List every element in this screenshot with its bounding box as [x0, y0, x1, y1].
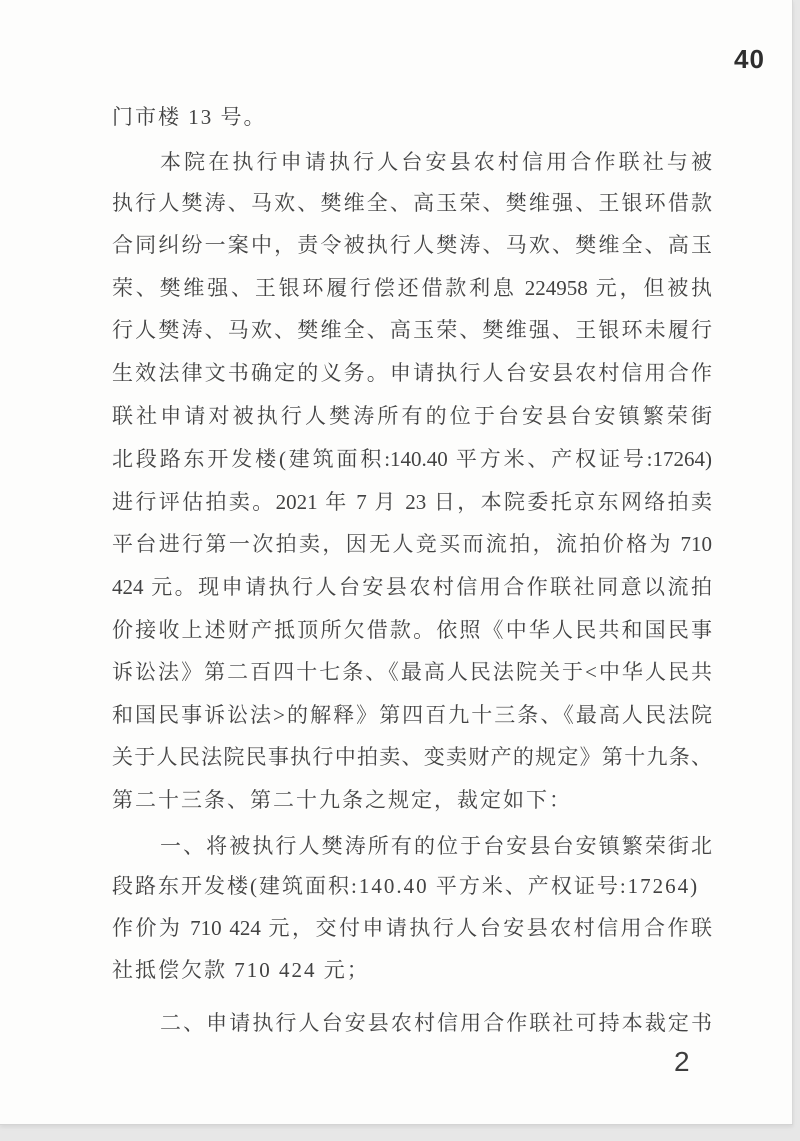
- text-line: 一、将被执行人樊涛所有的位于台安县台安镇繁荣街北: [160, 834, 712, 858]
- text-line: 行人樊涛、马欢、樊维全、高玉荣、樊维强、王银环未履行: [112, 318, 712, 342]
- text-line: 价接收上述财产抵顶所欠借款。依照《中华人民共和国民事: [112, 618, 712, 642]
- text-line: 关于人民法院民事执行中拍卖、变卖财产的规定》第十九条、: [112, 745, 712, 769]
- text-line: 执行人樊涛、马欢、樊维全、高玉荣、樊维强、王银环借款: [112, 191, 712, 215]
- text-line: 北段路东开发楼(建筑面积:140.40 平方米、产权证号:17264): [112, 447, 712, 471]
- text-line: 进行评估拍卖。2021 年 7 月 23 日，本院委托京东网络拍卖: [112, 490, 712, 514]
- text-line: 和国民事诉讼法>的解释》第四百九十三条、《最高人民法院: [112, 703, 712, 727]
- text-line: 荣、樊维强、王银环履行偿还借款利息 224958 元，但被执: [112, 276, 712, 300]
- text-line: 生效法律文书确定的义务。申请执行人台安县农村信用合作: [112, 361, 712, 385]
- text-line: 合同纠纷一案中，责令被执行人樊涛、马欢、樊维全、高玉: [112, 233, 712, 257]
- text-line: 第二十三条、第二十九条之规定，裁定如下：: [112, 788, 572, 812]
- text-line: 联社申请对被执行人樊涛所有的位于台安县台安镇繁荣街: [112, 404, 712, 428]
- text-line: 社抵偿欠款 710 424 元；: [112, 958, 370, 982]
- text-line: 段路东开发楼(建筑面积:140.40 平方米、产权证号:17264): [112, 874, 700, 898]
- text-line: 诉讼法》第二百四十七条、《最高人民法院关于<中华人民共: [112, 660, 712, 684]
- corner-stamp-number: 40: [734, 44, 765, 74]
- text-line: 门市楼 13 号。: [112, 105, 267, 129]
- text-line: 424 元。现申请执行人台安县农村信用合作联社同意以流拍: [112, 575, 712, 599]
- text-line: 二、申请执行人台安县农村信用合作联社可持本裁定书: [160, 1011, 712, 1035]
- text-line: 平台进行第一次拍卖，因无人竞买而流拍，流拍价格为 710: [112, 532, 712, 556]
- page-number: 2: [674, 1046, 690, 1077]
- text-line: 作价为 710 424 元，交付申请执行人台安县农村信用合作联: [112, 916, 712, 940]
- text-line: 本院在执行申请执行人台安县农村信用合作联社与被: [160, 150, 712, 174]
